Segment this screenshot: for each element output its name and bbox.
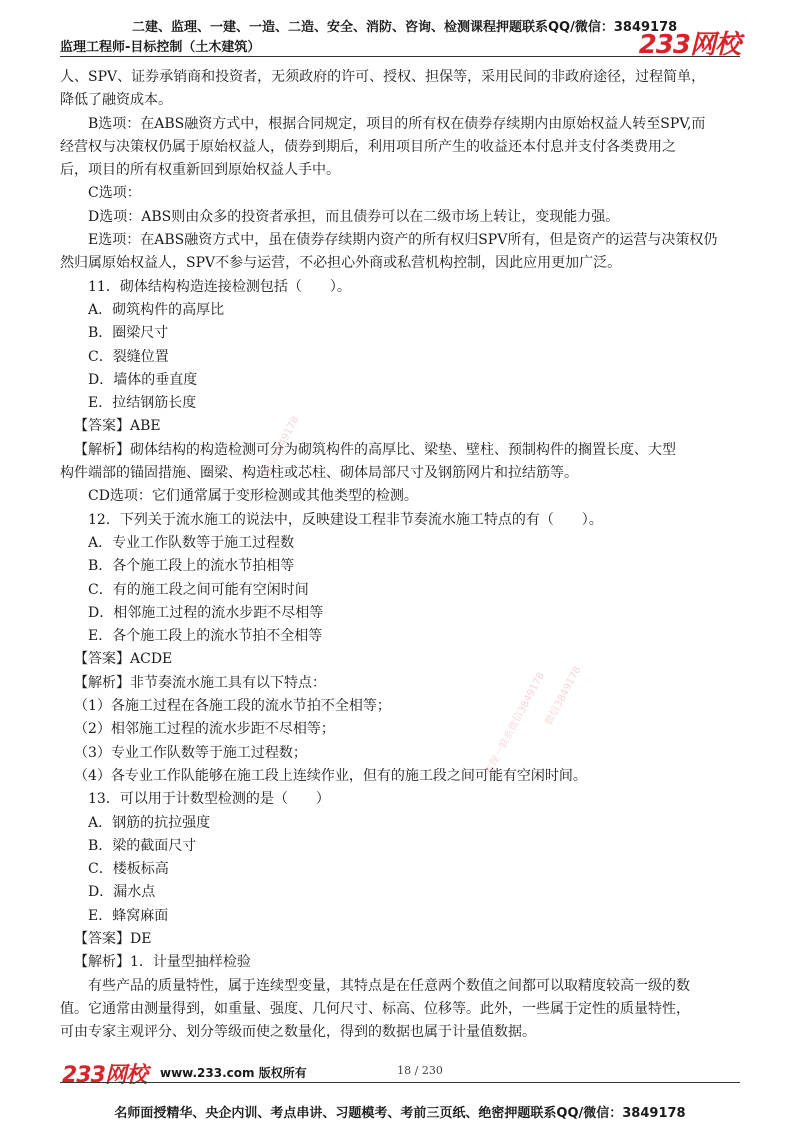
option-line: D．漏水点 [88,884,156,901]
document-body [60,66,740,1044]
option-line: C．楼板标高 [88,861,169,878]
text-line: B选项：在ABS融资方式中，根据合同规定，项目的所有权在债券存续期内由原始权益人转至SPV,而 [88,115,706,132]
text-line: 经营权与决策权仍属于原始权益人，债券到期后，利用项目所产生的收益还本付息并支付各类费用之 [60,138,676,155]
watermark: 监理一联系微信3849178 [483,670,548,778]
option-line: B．圈梁尺寸 [88,325,169,342]
analysis-line: 【解析】非节奏流水施工具有以下特点： [74,674,326,691]
text-line: 后，项目的所有权重新回到原始权益人手中。 [60,162,340,179]
option-line: D．墙体的垂直度 [88,371,198,388]
text-line: 降低了融资成本。 [60,92,172,109]
question-stem: 12．下列关于流水施工的说法中，反映建设工程非节奏流水施工特点的有（ ）。 [88,511,603,528]
option-line: D．相邻施工过程的流水步距不尽相等 [88,604,324,621]
footer-logo: 233网校 [62,1063,147,1088]
option-line: B．梁的截面尺寸 [88,837,197,854]
page-number: 18 / 230 [397,1064,443,1077]
option-line: A．专业工作队数等于施工过程数 [88,534,295,551]
list-item: （1）各施工过程在各施工段的流水节拍不全相等； [74,698,391,715]
option-line: A．砌筑构件的高厚比 [88,301,225,318]
brand-logo: 233网校 [638,30,740,60]
text-line: 有些产品的质量特性，属于连续型变量，其特点是在任意两个数值之间都可以取精度较高一级的数 [88,977,690,994]
list-item: （2）相邻施工过程的流水步距不尽相等； [74,721,335,738]
watermark: 微信3849178 [543,664,584,728]
text-line: 可由专家主观评分、划分等级而使之数量化，得到的数据也属于计量值数据。 [60,1024,536,1041]
header-divider [60,56,740,57]
analysis-line: 【解析】砌体结构的构造检测可分为砌筑构件的高厚比、梁垫、壁柱、预制构件的搁置长度、大型 [74,441,676,458]
list-item: （3）专业工作队数等于施工过程数； [74,744,307,761]
header-subject: 监理工程师-目标控制（土木建筑） [60,40,261,55]
text-line: 人、SPV、证券承销商和投资者，无须政府的许可、授权、担保等，采用民间的非政府途径，过程简单， [60,69,706,85]
footer-copyright: www.233.com 版权所有 [160,1066,307,1080]
question-stem: 11．砌体结构构造连接检测包括（ ）。 [88,278,351,295]
text-line: 然归属原始权益人，SPV不参与运营，不必担心外商或私营机构控制，因此应用更加广泛。 [60,255,622,272]
footer-divider [60,1082,740,1083]
option-line: A．钢筋的抗拉强度 [88,814,211,831]
question-stem: 13．可以用于计数型检测的是（ ） [88,791,330,808]
footer-contact-line: 名师面授精华、央企内训、考点串讲、习题模考、考前三页纸、绝密押题联系QQ/微信：3849178 [114,1106,686,1121]
answer-line: 【答案】ABE [74,418,161,435]
option-line: E．各个施工段上的流水节拍不全相等 [88,628,323,645]
analysis-line: 【解析】1．计量型抽样检验 [74,954,251,971]
text-line: 值。它通常由测量得到，如重量、强度、几何尺寸、标高、位移等。此外，一些属于定性的质量特性， [60,1000,690,1017]
text-line: E选项：在ABS融资方式中，虽在债券存续期内资产的所有权归SPV所有，但是资产的运营与决策权仍 [88,232,718,249]
option-line: C．裂缝位置 [88,348,169,365]
text-line: D选项：ABS则由众多的投资者承担，而且债券可以在二级市场上转让，变现能力强。 [88,208,620,225]
answer-line: 【答案】ACDE [74,651,173,668]
list-item: （4）各专业工作队能够在施工段上连续作业，但有的施工段之间可能有空闲时间。 [74,767,587,784]
page-header [60,14,740,60]
option-line: E．蜂窝麻面 [88,907,169,924]
watermark: 微信3849178 [261,414,302,478]
text-line: CD选项：它们通常属于变形检测或其他类型的检测。 [88,488,418,505]
answer-line: 【答案】DE [74,930,152,947]
text-line: 构件端部的锚固措施、圈梁、构造柱或芯柱、砌体局部尺寸及钢筋网片和拉结筋等。 [60,465,578,482]
text-line: C选项： [88,185,141,202]
option-line: C．有的施工段之间可能有空闲时间 [88,581,309,598]
option-line: E．拉结钢筋长度 [88,395,197,412]
header-contact-line: 二建、监理、一建、一造、二造、安全、消防、咨询、检测课程押题联系QQ/微信：3849178 [132,20,678,35]
option-line: B．各个施工段上的流水节拍相等 [88,558,295,575]
